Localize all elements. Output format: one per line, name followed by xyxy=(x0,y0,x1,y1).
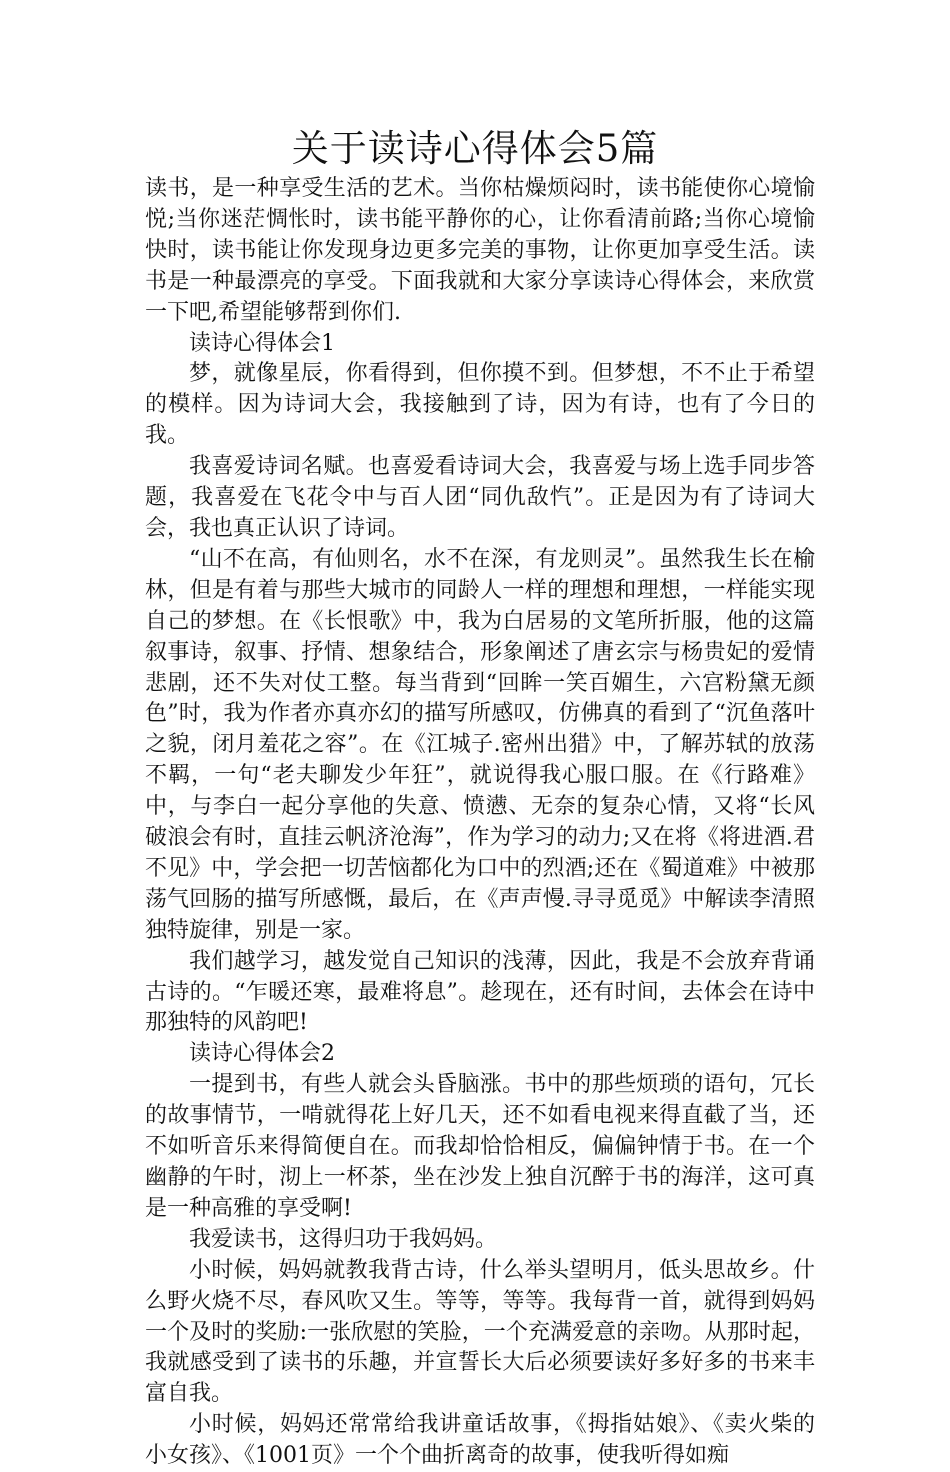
paragraph-intro: 读书，是一种享受生活的艺术。当你枯燥烦闷时，读书能使你心境愉悦;当你迷茫惆怅时，读书能平静你的心，让你看清前路;当你心境愉快时，读书能让你发现身边更多完美的事物，让你更加享受生活。读书是一种最漂亮的享受。下面我就和大家分享读诗心得体会，来欣赏一下吧,希望能够帮到你们. xyxy=(145,176,815,325)
paragraph: 一提到书，有些人就会头昏脑涨。书中的那些烦琐的语句，冗长的故事情节，一啃就得花上好几天，还不如看电视来得直截了当，还不如听音乐来得简便自在。而我却恰恰相反，偏偏钟情于书。在一个幽静的午时，沏上一杯茶，坐在沙发上独自沉醉于书的海洋，这可真是一种高雅的享受啊! xyxy=(145,1072,815,1221)
paragraph: 我们越学习，越发觉自己知识的浅薄，因此，我是不会放弃背诵古诗的。“乍暖还寒，最难将息”。趁现在，还有时间，去体会在诗中那独特的风韵吧! xyxy=(145,948,815,1036)
paragraph: 小时候，妈妈还常常给我讲童话故事，《拇指姑娘》、《卖火柴的小女孩》、《1001页》一个个曲折离奇的故事，使我听得如痴 xyxy=(145,1412,815,1469)
paragraph: “山不在高，有仙则名，水不在深，有龙则灵”。虽然我生长在榆林，但是有着与那些大城市的同龄人一样的理想和理想，一样能实现自己的梦想。在《长恨歌》中，我为白居易的文笔所折服，他的这篇叙事诗，叙事、抒情、想象结合，形象阐述了唐玄宗与杨贵妃的爱情悲剧，还不失对仗工整。每当背到“回眸一笑百媚生，六宫粉黛无颜色”时，我为作者亦真亦幻的描写所感叹，仿佛真的看到了“沉鱼落叶之貌，闭月羞花之容”。在《江城子.密州出猎》中，了解苏轼的放荡不羁，一句“老夫聊发少年狂”，就说得我心服口服。在《行路难》中，与李白一起分享他的失意、愤懑、无奈的复杂心情，又将“长风破浪会有时，直挂云帆济沧海”，作为学习的动力;又在将《将进酒.君不见》中，学会把一切苦恼都化为口中的烈酒;还在《蜀道难》中被那荡气回肠的描写所感慨，最后，在《声声慢.寻寻觅觅》中解读李清照独特旋律，别是一家。 xyxy=(145,546,815,943)
paragraph: 我爱读书，这得归功于我妈妈。 xyxy=(189,1226,498,1252)
paragraph: 梦，就像星辰，你看得到，但你摸不到。但梦想，不不止于希望的模样。因为诗词大会，我接触到了诗，因为有诗，也有了今日的我。 xyxy=(145,361,815,449)
document-title: 关于读诗心得体会5篇 xyxy=(291,127,659,170)
section-heading-1: 读诗心得体会1 xyxy=(189,330,335,356)
section-heading-2: 读诗心得体会2 xyxy=(189,1041,335,1067)
paragraph: 小时候，妈妈就教我背古诗，什么举头望明月，低头思故乡。什么野火烧不尽，春风吹又生。等等，等等。我每背一首，就得到妈妈一个及时的奖励:一张欣慰的笑脸，一个充满爱意的亲吻。从那时起，我就感受到了读书的乐趣，并宣誓长大后必须要读好多好多的书来丰富自我。 xyxy=(145,1257,815,1407)
document-body xyxy=(145,174,815,1472)
paragraph: 我喜爱诗词名赋。也喜爱看诗词大会，我喜爱与场上选手同步答题，我喜爱在飞花令中与百人团“同仇敌忾”。正是因为有了诗词大会，我也真正认识了诗词。 xyxy=(145,454,815,541)
